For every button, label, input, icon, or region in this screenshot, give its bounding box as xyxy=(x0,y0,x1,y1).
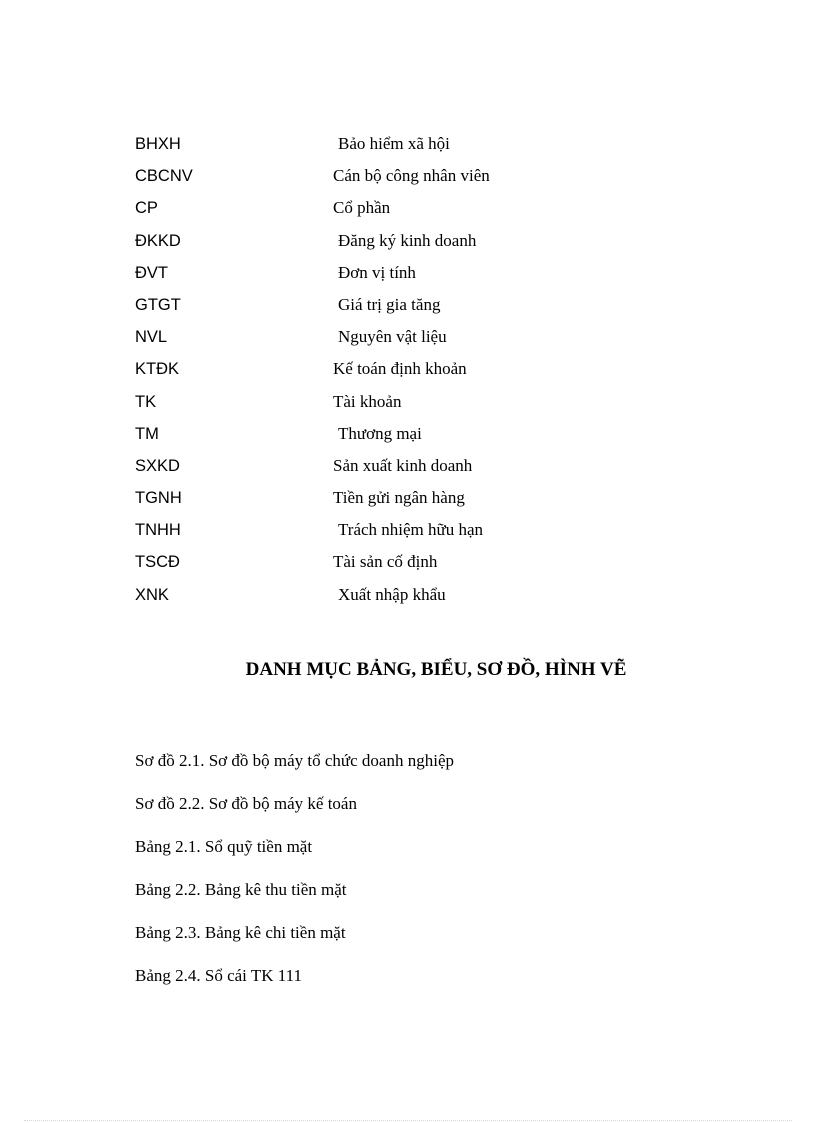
figure-list-item: Bảng 2.3. Bảng kê chi tiền mặt xyxy=(135,923,346,942)
abbreviation-code: TGNH xyxy=(135,489,182,508)
abbreviation-row xyxy=(135,583,695,615)
abbreviation-row xyxy=(135,293,695,325)
abbreviation-row xyxy=(135,261,695,293)
abbreviation-meaning: Kế toán định khoản xyxy=(333,359,467,379)
abbreviation-meaning: Thương mại xyxy=(338,423,422,443)
abbreviation-code: ĐVT xyxy=(135,263,168,282)
abbreviation-meaning: Tài khoản xyxy=(333,391,402,411)
abbreviation-row xyxy=(135,486,695,518)
abbreviation-code: GTGT xyxy=(135,295,181,314)
page-bottom-divider xyxy=(24,1120,792,1121)
figure-list-item: Bảng 2.2. Bảng kê thu tiền mặt xyxy=(135,880,347,899)
abbreviation-meaning: Đơn vị tính xyxy=(338,262,416,282)
abbreviation-code: NVL xyxy=(135,328,168,347)
abbreviation-code: ĐKKD xyxy=(135,231,181,250)
abbreviation-meaning: Đăng ký kinh doanh xyxy=(338,230,477,250)
section-title: DANH MỤC BẢNG, BIỂU, SƠ ĐỒ, HÌNH VẼ xyxy=(245,659,627,680)
abbreviation-meaning: Tài sản cố định xyxy=(333,552,438,572)
abbreviation-row xyxy=(135,196,695,228)
abbreviation-row xyxy=(135,164,695,196)
abbreviation-row xyxy=(135,229,695,261)
abbreviation-code: CP xyxy=(135,199,158,218)
abbreviation-code: TM xyxy=(135,424,159,443)
abbreviation-meaning: Bảo hiểm xã hội xyxy=(338,134,450,153)
abbreviation-row xyxy=(135,132,695,164)
abbreviation-code: TSCĐ xyxy=(135,553,180,572)
abbreviation-row xyxy=(135,422,695,454)
abbreviation-row xyxy=(135,518,695,550)
abbreviation-row xyxy=(135,390,695,422)
abbreviation-list xyxy=(135,132,695,615)
abbreviation-meaning: Giá trị gia tăng xyxy=(338,294,441,314)
abbreviation-code: TNHH xyxy=(135,521,181,540)
abbreviation-meaning: Cổ phần xyxy=(333,198,391,218)
abbreviation-code: BHXH xyxy=(135,135,181,153)
figure-list-item: Sơ đồ 2.2. Sơ đồ bộ máy kế toán xyxy=(135,794,357,813)
figure-list-item: Bảng 2.4. Sổ cái TK 111 xyxy=(135,966,302,985)
abbreviation-row xyxy=(135,454,695,486)
abbreviation-meaning: Xuất nhập khẩu xyxy=(338,584,446,604)
abbreviation-row xyxy=(135,550,695,582)
abbreviation-code: SXKD xyxy=(135,456,180,475)
abbreviation-meaning: Trách nhiệm hữu hạn xyxy=(338,520,484,540)
figure-list-item: Sơ đồ 2.1. Sơ đồ bộ máy tổ chức doanh nghiệp xyxy=(135,751,454,770)
abbreviation-meaning: Cán bộ công nhân viên xyxy=(333,166,490,186)
abbreviation-code: XNK xyxy=(135,585,169,604)
abbreviation-code: TK xyxy=(135,392,157,411)
figure-list-item: Bảng 2.1. Sổ quỹ tiền mặt xyxy=(135,837,313,856)
abbreviation-row xyxy=(135,357,695,389)
figure-list xyxy=(135,749,454,1007)
abbreviation-row xyxy=(135,325,695,357)
abbreviation-meaning: Nguyên vật liệu xyxy=(338,327,447,347)
abbreviation-code: CBCNV xyxy=(135,167,193,186)
abbreviation-meaning: Tiền gửi ngân hàng xyxy=(333,488,465,508)
abbreviation-meaning: Sản xuất kinh doanh xyxy=(333,455,473,475)
abbreviation-code: KTĐK xyxy=(135,360,180,379)
